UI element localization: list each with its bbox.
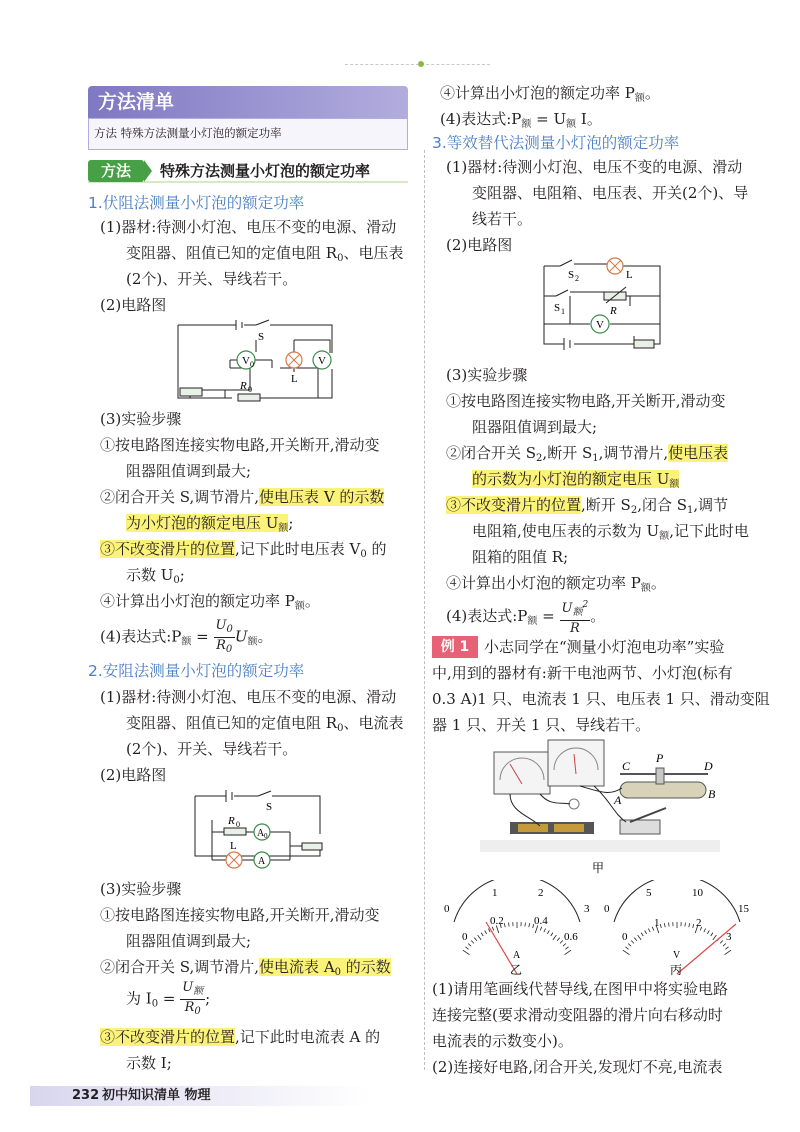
meter-tick — [660, 924, 661, 928]
meter-tick — [485, 930, 487, 933]
sec2-steps-label: (3)实验步骤 — [100, 880, 182, 898]
sec3-step3-text4: 电阻箱,使电压表的示数为 U — [472, 522, 660, 540]
sec2-expr-label: (4)表达式:P — [440, 110, 522, 128]
sec3-step2-sub2: 1 — [592, 453, 599, 464]
meter-tick — [664, 923, 665, 927]
sec3-frac-num: U — [561, 601, 573, 616]
voltmeter-dial — [600, 880, 756, 976]
am-unit: A — [513, 950, 521, 961]
example-p3: 0.3 A)1 只、电流表 1 只、电压表 1 只、滑动变阻 — [432, 690, 770, 708]
meter-tick — [725, 950, 732, 955]
c1-label-v0: V — [242, 355, 250, 367]
sec2-expr-sub2: 额 — [566, 119, 577, 130]
am-outer-3: 3 — [584, 903, 590, 915]
sec1-equip-2-sub: 0 — [337, 253, 344, 264]
am-inner-1: 0.2 — [490, 915, 504, 927]
sec3-step3-text2: ,闭合 S — [637, 496, 688, 514]
meter-tick — [704, 929, 706, 933]
vm-inner-1: 1 — [654, 917, 660, 929]
sec2-equip-2-tail: 、电流表 — [343, 714, 404, 732]
meter-tick — [465, 947, 468, 949]
meter-tick — [565, 947, 568, 949]
sec1-step2-sub: 额 — [278, 523, 289, 534]
sec2-step3b: 示数 I; — [126, 1054, 172, 1072]
meter-tick — [560, 941, 563, 944]
meter-tick — [725, 947, 728, 949]
meter-tick — [634, 938, 637, 941]
sec3-step1a: ①按电路图连接实物电路,开关断开,滑动变 — [446, 392, 726, 410]
c3-label-r: R — [610, 305, 617, 317]
sec1-step3-sub: 0 — [360, 549, 367, 560]
example-badge: 例 1 — [432, 636, 478, 658]
meter-tick — [525, 923, 526, 927]
sec1-step2-text: ②闭合开关 S,调节滑片, — [100, 488, 260, 506]
sec3-step2-text: ②闭合开关 S — [446, 444, 537, 462]
vm-unit: V — [673, 950, 681, 961]
sec2-step1b: 阻器阻值调到最大; — [126, 932, 252, 950]
sec1-step3-text2: 示数 U — [126, 566, 174, 584]
c3-label-s2sub: 2 — [575, 274, 579, 283]
sec2-expr-mid: = U — [531, 110, 567, 128]
sec2-step4-end: 。 — [644, 84, 660, 102]
sec1-expression — [100, 618, 273, 661]
meter-tick — [468, 944, 471, 947]
sec2-step2-sub2: 0 — [151, 998, 159, 1010]
sec2-expr-sub: 额 — [521, 119, 532, 130]
fig-label-yi: 乙 — [510, 963, 523, 976]
c3-label-v: V — [596, 319, 604, 331]
sec2-step3a — [100, 1024, 380, 1050]
sec2-step4-text: ④计算出小灯泡的额定功率 P — [440, 84, 635, 102]
c1-label-r0: R — [240, 380, 247, 392]
sec3-steps-label: (3)实验步骤 — [446, 366, 528, 384]
am-inner-3: 0.6 — [564, 931, 578, 943]
sec3-step2-text2: ,断开 S — [542, 444, 593, 462]
sec1-steps-label: (3)实验步骤 — [100, 410, 182, 428]
meter-tick — [645, 930, 647, 933]
banner-sub: 方法 特殊方法测量小灯泡的额定功率 — [94, 126, 282, 140]
sec3-expr-end: 。 — [590, 607, 606, 625]
c2-label-s: S — [266, 801, 273, 813]
sec3-circuit-label: (2)电路图 — [446, 236, 513, 254]
sec1-step1a: ①按电路图连接实物电路,开关断开,滑动变 — [100, 436, 380, 454]
sec3-frac-num-sub: 额 — [572, 607, 583, 618]
sec3-step2-highlight2: 的示数为小灯泡的额定电压 U — [472, 470, 670, 488]
c1-label-v0sub: 0 — [250, 360, 254, 369]
meter-tick — [509, 923, 510, 927]
fig-label-bing: 丙 — [670, 963, 683, 976]
meter-tick — [648, 929, 650, 933]
sec2-equip-2-sub: 0 — [337, 723, 344, 734]
question-2a: (2)连接好电路,闭合开关,发现灯不亮,电流表 — [432, 1058, 723, 1076]
sec3-step3-text5: ,记下此时电 — [669, 522, 749, 540]
footer-page: 232 — [72, 1088, 100, 1103]
meter-tick — [492, 927, 493, 931]
sec3-heading: 3.等效替代法测量小灯泡的额定功率 — [432, 134, 680, 152]
column-divider — [424, 150, 425, 1070]
fig-label-jia: 甲 — [592, 861, 605, 875]
meter-tick — [623, 950, 630, 955]
footer-title: 初中知识清单 物理 — [102, 1088, 211, 1103]
sec3-expr-eq: = — [537, 607, 560, 625]
sec1-frac-den: R — [216, 638, 226, 653]
sec1-expr-sub: 额 — [181, 636, 192, 648]
sec2-step2-highlight2: 的示数 — [341, 958, 391, 976]
rheo-label-d: D — [704, 759, 713, 773]
meter-tick — [631, 941, 634, 944]
sec3-step4-end: 。 — [650, 574, 666, 592]
sec1-frac-den-sub: 0 — [225, 644, 233, 655]
vm-outer-0: 0 — [604, 903, 610, 915]
meter-tick — [557, 938, 560, 941]
meter-tick — [471, 941, 474, 944]
meter-tick — [478, 935, 482, 940]
meter-tick — [563, 944, 566, 947]
sec3-step2-text3: ,调节滑片, — [598, 444, 669, 462]
vm-outer-2: 10 — [692, 887, 703, 899]
method-banner — [88, 86, 408, 150]
circuit-diagram-2 — [190, 786, 330, 876]
banner-title: 方法清单 — [98, 91, 175, 113]
sec2-step2-sub: 0 — [334, 967, 342, 978]
meter-tick — [463, 950, 470, 955]
c2-label-a0: A — [257, 828, 265, 839]
sec1-circuit-label: (2)电路图 — [100, 296, 167, 314]
sec3-step3-sub2: 1 — [687, 505, 694, 516]
sec2-equip-3: (2个)、开关、导线若干。 — [126, 740, 298, 758]
meter-tick — [723, 944, 726, 947]
c3-label-s1sub: 1 — [561, 307, 565, 316]
sec1-equip-2-tail: 、电压表 — [343, 244, 404, 262]
sec1-expr-tail-sub: 额 — [247, 636, 258, 648]
question-1a: (1)请用笔画线代替导线,在图甲中将实验电路 — [432, 980, 729, 998]
meter-tick — [689, 923, 690, 927]
rheostat-1 — [180, 388, 202, 396]
sec3-step4-text: ④计算出小灯泡的额定功率 P — [446, 574, 641, 592]
c1-label-s: S — [258, 331, 265, 343]
sec2-step4-sub: 额 — [634, 93, 645, 104]
sec2-frac-den: R — [184, 1000, 195, 1015]
sec3-step3-text: ,断开 S — [581, 496, 631, 514]
sec1-expr-end: 。 — [257, 627, 273, 646]
am-outer-2: 2 — [538, 887, 544, 899]
c1-label-l: L — [291, 373, 298, 385]
c1-label-r0sub: 0 — [248, 385, 252, 394]
sec3-equip-3: 线若干。 — [472, 210, 533, 228]
example-p2: 中,用到的器材有:新干电池两节、小灯泡(标有 — [432, 664, 733, 682]
sec1-step1b: 阻器阻值调到最大; — [126, 462, 252, 480]
meter-tick — [544, 929, 546, 933]
am-outer-0: 0 — [444, 903, 450, 915]
switch-device — [620, 820, 660, 834]
meter-tick — [565, 950, 572, 955]
meter-tick — [641, 933, 643, 936]
meter-tick — [685, 923, 686, 927]
rheo-label-c: C — [622, 759, 631, 773]
sec3-step2-highlight: 使电压表 — [668, 444, 729, 462]
sec3-step3-highlight: ③不改变滑片的位置 — [446, 496, 582, 514]
sec2-step3-highlight: ③不改变滑片的位置 — [100, 1028, 236, 1046]
sec1-step3-tail: 的 — [366, 540, 387, 558]
sec1-step4-text: ④计算出小灯泡的额定功率 P — [100, 592, 295, 610]
sec1-equip-2-text: 变阻器、阻值已知的定值电阻 R — [126, 244, 338, 262]
meter-tick — [529, 923, 530, 927]
sec3-expr-sub: 额 — [527, 616, 538, 627]
c2-label-a0sub: 0 — [264, 832, 268, 840]
sec2-step3-text: ,记下此时电流表 A 的 — [235, 1028, 381, 1046]
meter-tick — [720, 941, 723, 944]
sec3-expr-fraction — [560, 598, 591, 636]
sec3-step3c: 阻箱的阻值 R; — [472, 548, 569, 566]
example-p1: 小志同学在“测量小灯泡电功率”实验 — [484, 638, 725, 656]
ammeter-dial — [440, 880, 596, 976]
sec2-step2-text: ②闭合开关 S,调节滑片, — [100, 958, 260, 976]
sec1-expr-fraction — [214, 618, 235, 657]
sec1-step2-end: ; — [288, 514, 294, 532]
sec2-step1a: ①按电路图连接实物电路,开关断开,滑动变 — [100, 906, 380, 924]
am-inner-2: 0.4 — [534, 915, 548, 927]
apparatus-figure — [470, 736, 730, 876]
vm-inner-3: 3 — [726, 931, 732, 943]
meter-tick — [474, 938, 477, 941]
sec2-step2b — [126, 980, 210, 1023]
sec2-expr-end: I。 — [576, 110, 602, 128]
top-dot — [418, 61, 424, 67]
sec2-step2-fraction — [180, 980, 205, 1019]
sec3-step1b: 阻器阻值调到最大; — [472, 418, 598, 436]
sec1-expr-label: (4)表达式:P — [100, 627, 182, 646]
sec1-step2a — [100, 484, 384, 510]
am-inner-0: 0 — [462, 931, 468, 943]
c2-label-l: L — [230, 840, 237, 852]
rheostat-2 — [302, 843, 322, 850]
sec3-equip-1: (1)器材:待测小灯泡、电压不变的电源、滑动 — [446, 158, 743, 176]
sec3-equip-2: 变阻器、电阻箱、电压表、开关(2个)、导 — [472, 184, 749, 202]
sec3-expr-label: (4)表达式:P — [446, 607, 528, 625]
meter-tick — [481, 933, 483, 936]
sec2-step2-highlight: 使电流表 A — [259, 958, 335, 976]
method-tag: 方法 — [88, 160, 144, 182]
sec1-equip-1: (1)器材:待测小灯泡、电压不变的电源、滑动 — [100, 218, 397, 236]
example-p4: 器 1 只、开关 1 只、导线若干。 — [432, 716, 651, 734]
sec3-step2-sub: 2 — [536, 453, 543, 464]
sec2-step2-eq: = — [158, 989, 181, 1008]
meter-tick — [693, 924, 694, 928]
rheo-label-b: B — [708, 787, 716, 801]
method-title-row — [88, 160, 408, 184]
sec2-frac-den-sub: 0 — [194, 1006, 201, 1017]
method-tag-arrow — [144, 160, 152, 182]
sec1-frac-num-sub: 0 — [226, 624, 233, 635]
question-1b: 连接完整(要求滑动变阻器的滑片向右移动时 — [432, 1006, 723, 1024]
sec1-step2-highlight2: 为小灯泡的额定电压 U — [126, 514, 279, 532]
circuit-diagram-3 — [530, 256, 670, 356]
vm-inner-0: 0 — [622, 931, 628, 943]
sec1-heading: 1.伏阻法测量小灯泡的额定功率 — [88, 194, 305, 212]
meter-tick — [504, 923, 505, 927]
meter-tick — [628, 944, 631, 947]
sec2-step2-text2: 为 I — [126, 989, 152, 1008]
sec3-step2-sub3: 额 — [669, 479, 680, 490]
r0-resistor-2 — [224, 828, 246, 835]
meter-tick — [540, 927, 541, 931]
c3-label-s1: S — [554, 302, 561, 314]
sec1-step3-sub2: 0 — [173, 575, 180, 586]
question-1c: 电流表的示数变小)。 — [432, 1032, 573, 1050]
meter-tick — [551, 933, 553, 936]
sec2-circuit-label: (2)电路图 — [100, 766, 167, 784]
am-outer-1: 1 — [492, 887, 498, 899]
vm-outer-3: 15 — [738, 903, 749, 915]
sec2-frac-num-sub: 额 — [193, 986, 204, 997]
sec1-step4-end: 。 — [304, 592, 320, 610]
sec1-expr-eq: = — [191, 627, 214, 646]
sec3-frac-sq: 2 — [582, 600, 589, 610]
bench — [480, 840, 720, 852]
c1-label-v: V — [318, 355, 326, 367]
sec2-equip-1: (1)器材:待测小灯泡、电压不变的电源、滑动 — [100, 688, 397, 706]
meter-tick — [707, 930, 709, 933]
sec2-step2-end: ; — [205, 989, 211, 1008]
rheostat-3 — [634, 340, 654, 348]
sec1-step4-sub: 额 — [294, 601, 305, 612]
meter-tick — [638, 935, 642, 940]
sec1-step3-end: ; — [179, 566, 185, 584]
sec1-step2-highlight: 使电压表 V 的示数 — [259, 488, 385, 506]
sec3-frac-den: R — [569, 621, 580, 636]
rheo-label-p: P — [656, 751, 664, 765]
bulb — [569, 799, 579, 809]
vm-inner-2: 2 — [696, 917, 702, 929]
c3-label-l: L — [626, 269, 633, 281]
sec3-step4-sub: 额 — [640, 583, 651, 594]
sec3-step3-sub: 2 — [630, 505, 638, 516]
meter-tick — [713, 935, 717, 940]
sec1-step3-highlight: ③不改变滑片的位置 — [100, 540, 236, 558]
c2-label-a: A — [258, 856, 266, 867]
circuit-diagram-1 — [170, 318, 340, 408]
rheo-label-a: A — [614, 793, 622, 807]
meter-tick — [547, 930, 549, 933]
meter-tick — [625, 947, 628, 949]
sec2-frac-num: U — [182, 980, 194, 995]
c2-label-r0sub: 0 — [236, 820, 240, 829]
sec2-equip-2-text: 变阻器、阻值已知的定值电阻 R — [126, 714, 338, 732]
c3-label-s2: S — [568, 269, 575, 281]
voltmeter-device — [548, 740, 604, 786]
r0-resistor-1 — [238, 394, 260, 401]
vm-outer-1: 5 — [646, 887, 652, 899]
sec1-expr-tail: U — [234, 627, 248, 646]
sec1-step4 — [100, 588, 320, 620]
meter-tick — [553, 935, 557, 940]
method-title: 特殊方法测量小灯泡的额定功率 — [160, 162, 371, 180]
meter-tick — [669, 923, 670, 927]
sec2-heading: 2.安阻法测量小灯泡的额定功率 — [88, 662, 305, 680]
sec1-equip-3: (2个)、开关、导线若干。 — [126, 270, 298, 288]
sec3-step3-text3: ,调节 — [693, 496, 729, 514]
sec1-step3-text: ,记下此时电压表 V — [235, 540, 361, 558]
c2-label-r0: R — [228, 815, 235, 827]
sec1-frac-num: U — [215, 618, 227, 633]
sec3-step3-sub3: 额 — [659, 531, 670, 542]
meter-tick — [711, 933, 713, 936]
